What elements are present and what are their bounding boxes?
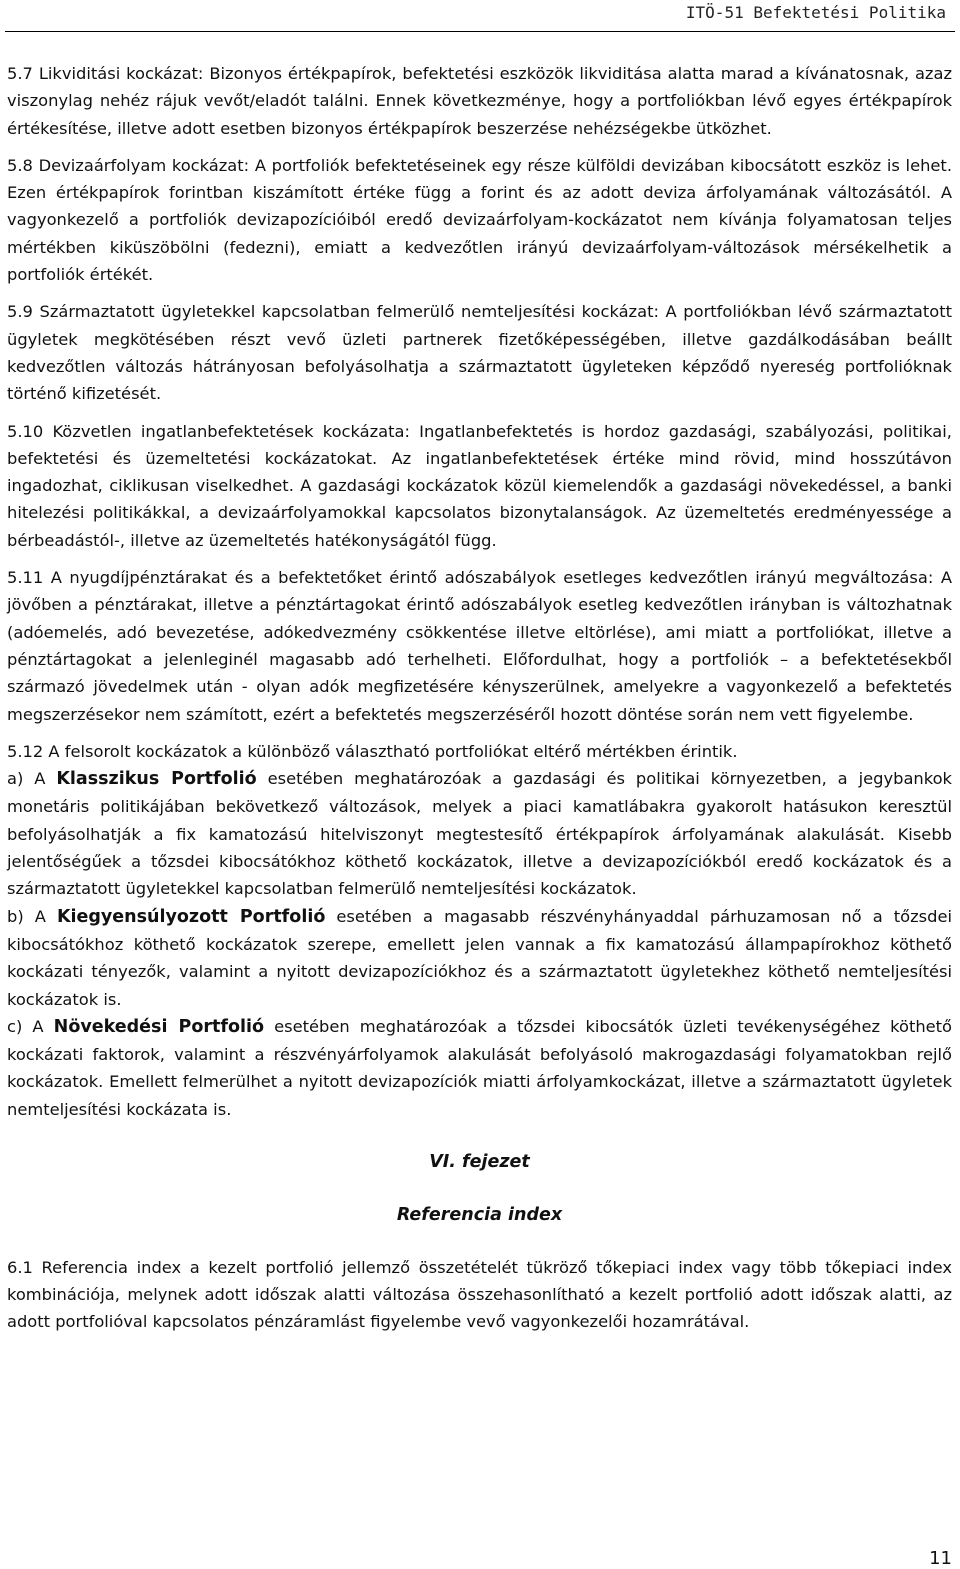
chapter-title: VI. fejezet	[429, 1151, 530, 1172]
list-item-a-text: esetében meghatározóak a gazdasági és politikai környezetben, a jegybankok monetáris politikájában bekövetkező változások, melyek a piaci kamatlábakra gyakorolt hatásukon keresztül befolyásolhatják a fix kamatozású hitelviszonyt megtestesítő értékpapírok árfolyamának alakulását. Kisebb jelentőségűek a tőzsdei kibocsátókhoz köthető kockázatok, illetve a devizapozíciókból eredő kockázatok és a származtatott ügyletekkel kapcsolatban felmerülő nemteljesítési kockázatok.	[7, 769, 952, 899]
list-item-a	[7, 765, 952, 902]
page-number: 11	[929, 1548, 952, 1569]
list-item-c-text: esetében meghatározóak a tőzsdei kibocsátók üzleti tevékenységéhez köthető kockázati faktorok, valamint a részvényárfolyamok alakulását befolyásoló makrogazdasági folyamatokban rejlő kockázatok. Emellett felmerülhet a nyitott devizapozíciók miatti árfolyamkockázat, illetve a származtatott ügyletek nemteljesítési kockázata is.	[7, 1016, 953, 1119]
portfolio-name-novekedesi: Növekedési Portfolió	[53, 1016, 264, 1037]
portfolio-name-kiegyensulyozott: Kiegyensúlyozott Portfolió	[56, 906, 326, 927]
list-item-b-prefix: b) A	[7, 906, 57, 926]
portfolio-name-klasszikus: Klasszikus Portfolió	[56, 769, 257, 790]
paragraph-5-10: 5.10 Közvetlen ingatlanbefektetések kockázata: Ingatlanbefektetés is hordoz gazdasági, szabályozási, politikai, befektetési és üzemeltetési kockázatokat. Az ingatlanbefektetések értéke mind rövid, mind hosszútávon ingadozhat, ciklikusan viselkedhet. A gazdasági kockázatok közül kiemelendők a gazdasági növekedéssel, a banki hitelezési politikákkal, a devizaárfolyamokkal kapcsolatos bizonytalanságok. Az üzemeltetés eredményessége a bérbeadástól-, illetve az üzemeltetés hatékonyságától függ.	[7, 421, 952, 550]
list-item-c	[7, 1013, 952, 1123]
list-item-b-text: esetében a magasabb részvényhányaddal párhuzamosan nő a tőzsdei kibocsátókhoz köthető kockázatok szerepe, emellett jelen vannak a fix kamatozású állampapírokhoz köthető kockázati tényezők, valamint a nyitott devizapozíciókhoz és a származtatott ügyletekhez köthető nemteljesítési kockázatok is.	[7, 906, 952, 1009]
list-item-a-prefix: a) A	[7, 769, 57, 789]
list-item-b	[7, 903, 952, 1013]
document-body	[7, 60, 952, 1345]
paragraph-5-9: 5.9 Származtatott ügyletekkel kapcsolatban felmerülő nemteljesítési kockázat: A portfoliókban lévő származtatott ügyletek megkötésében részt vevő üzleti partnerek fizetőképességében, illetve gazdálkodásában beállt kedvezőtlen változás hátrányosan befolyásolhatja a származtatott ügyleteken képződő nyereség portfolióknak történő kifizetését.	[7, 302, 952, 404]
paragraph-5-11: 5.11 A nyugdíjpénztárakat és a befektetőket érintő adószabályok esetleges kedvezőtlen irányú megváltozása: A jövőben a pénztárakat, illetve a pénztártagokat érintő adószabályok esetleg kedvezőtlen irányban is változhatnak (adóemelés, adó bevezetése, adókedvezmény csökkentése illetve eltörlése), ami miatt a portfoliókat, illetve a pénztártagokat a jelenleginél magasabb adó terhelheti. Előfordulhat, hogy a portfoliók – a befektetésekből származó jövedelmek után - olyan adók megfizetésére kényszerülnek, amelyekre a vagyonkezelő a befektetés megszerzésekor nem számított, ezért a befektetés megszerzéséről hozott döntése során nem vett figyelembe.	[7, 568, 952, 724]
list-item-c-prefix: c) A	[7, 1016, 54, 1036]
paragraph-6-1: 6.1 Referencia index a kezelt portfolió jellemző összetételét tükröző tőkepiaci index vagy több tőkepiaci index kombinációja, melynek adott időszak alatti változása összehasonlítható a kezelt portfolió adott időszak alatti, az adott portfolióval kapcsolatos pénzáramlást figyelembe vevő vagyonkezelői hozamrátával.	[7, 1257, 952, 1332]
paragraph-5-7: 5.7 Likviditási kockázat: Bizonyos értékpapírok, befektetési eszközök likviditása alatta marad a kívánatosnak, azaz viszonylag nehéz rájuk vevőt/eladót találni. Ennek következménye, hogy a portfoliókban lévő egyes értékpapírok értékesítése, illetve adott esetben bizonyos értékpapírok beszerzése nehézségekbe ütközhet.	[7, 64, 952, 138]
header-divider	[5, 31, 955, 32]
paragraph-5-8: 5.8 Devizaárfolyam kockázat: A portfoliók befektetéseinek egy része külföldi devizában kibocsátott eszköz is lehet. Ezen értékpapírok forintban kiszámított értéke függ a forint és az adott deviza árfolyamának változásától. A vagyonkezelő a portfoliók devizapozícióiból eredő devizaárfolyam-kockázatot nem kívánja folyamatosan teljes mértékben kiküszöbölni (fedezni), emiatt a kedvezőtlen irányú devizaárfolyam-változások mérsékelhetik a portfoliók értékét.	[7, 155, 952, 285]
running-header: ITÖ-51 Befektetési Politika	[685, 3, 946, 22]
chapter-subtitle: Referencia index	[396, 1205, 563, 1226]
paragraph-5-12: 5.12 A felsorolt kockázatok a különböző választható portfoliókat eltérő mértékben érintik.	[7, 741, 738, 761]
